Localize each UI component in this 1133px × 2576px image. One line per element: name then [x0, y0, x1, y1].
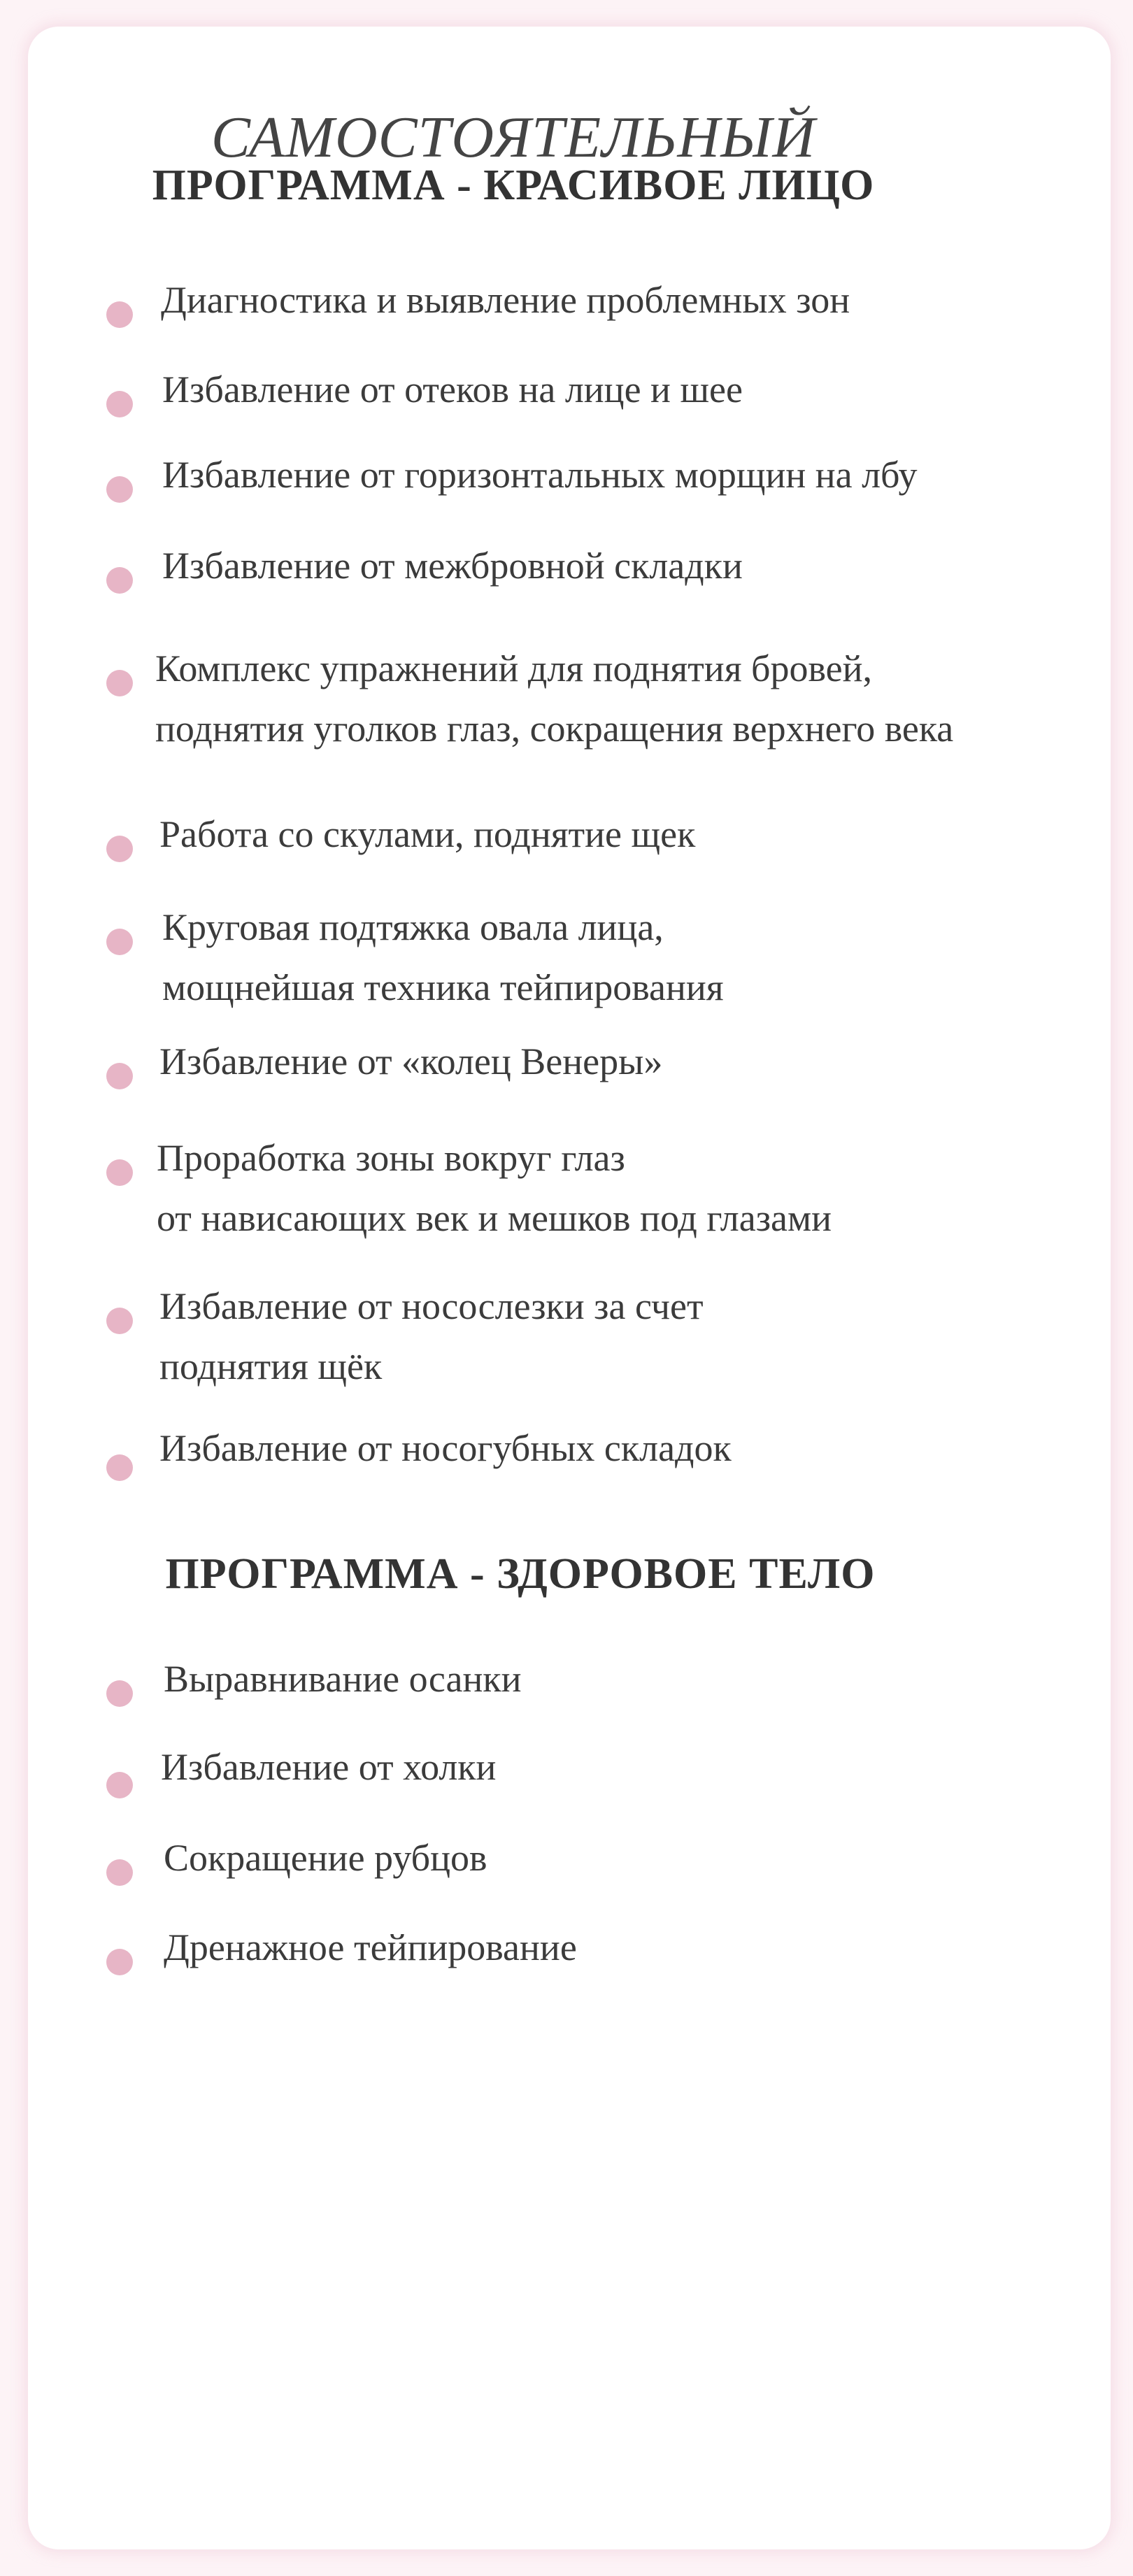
bullet-icon	[106, 476, 133, 503]
bullet-icon	[106, 670, 133, 696]
list-item-text: Комплекс упражнений для поднятия бровей, поднятия уголков глаз, сокращения верхнего века	[155, 647, 954, 750]
bullet-icon	[106, 1454, 133, 1481]
bullet-icon	[106, 301, 133, 328]
list-item-text: Избавление от холки	[161, 1746, 497, 1788]
list-item-text: Избавление от носослезки за счет поднятия щёк	[159, 1285, 704, 1387]
bullet-icon	[106, 391, 133, 417]
list-item-text: Проработка зоны вокруг глаз от нависающих век и мешков под глазами	[157, 1137, 832, 1239]
body-program-title: ПРОГРАММА - ЗДОРОВОЕ ТЕЛО	[165, 1550, 876, 1598]
bullet-icon	[106, 1159, 133, 1186]
bullet-icon	[106, 1680, 133, 1707]
bullet-icon	[106, 1949, 133, 1975]
bullet-icon	[106, 567, 133, 594]
list-item-text: Работа со скулами, поднятие щек	[159, 813, 696, 855]
list-item-text: Избавление от «колец Венеры»	[159, 1040, 663, 1082]
list-item-text: Избавление от носогубных складок	[159, 1427, 732, 1469]
program-card	[28, 27, 1111, 2549]
bullet-icon	[106, 1063, 133, 1089]
bullet-icon	[106, 1772, 133, 1798]
bullet-icon	[106, 929, 133, 955]
list-item-text: Диагностика и выявление проблемных зон	[161, 279, 850, 321]
list-item-text: Избавление от межбровной складки	[162, 545, 743, 587]
list-item-text: Избавление от горизонтальных морщин на лбу	[162, 454, 918, 496]
list-item-text: Выравнивание осанки	[164, 1658, 522, 1700]
list-item-text: Дренажное тейпирование	[164, 1926, 577, 1968]
face-program-title: ПРОГРАММА - КРАСИВОЕ ЛИЦО	[152, 162, 875, 209]
bullet-icon	[106, 836, 133, 862]
list-item-text: Избавление от отеков на лице и шее	[162, 368, 743, 410]
bullet-icon	[106, 1859, 133, 1886]
program-subtitle: САМОСТОЯТЕЛЬНЫЙ	[211, 105, 816, 170]
list-item-text: Круговая подтяжка овала лица, мощнейшая техника тейпирования	[162, 906, 724, 1008]
list-item-text: Сокращение рубцов	[164, 1837, 487, 1879]
bullet-icon	[106, 1308, 133, 1334]
